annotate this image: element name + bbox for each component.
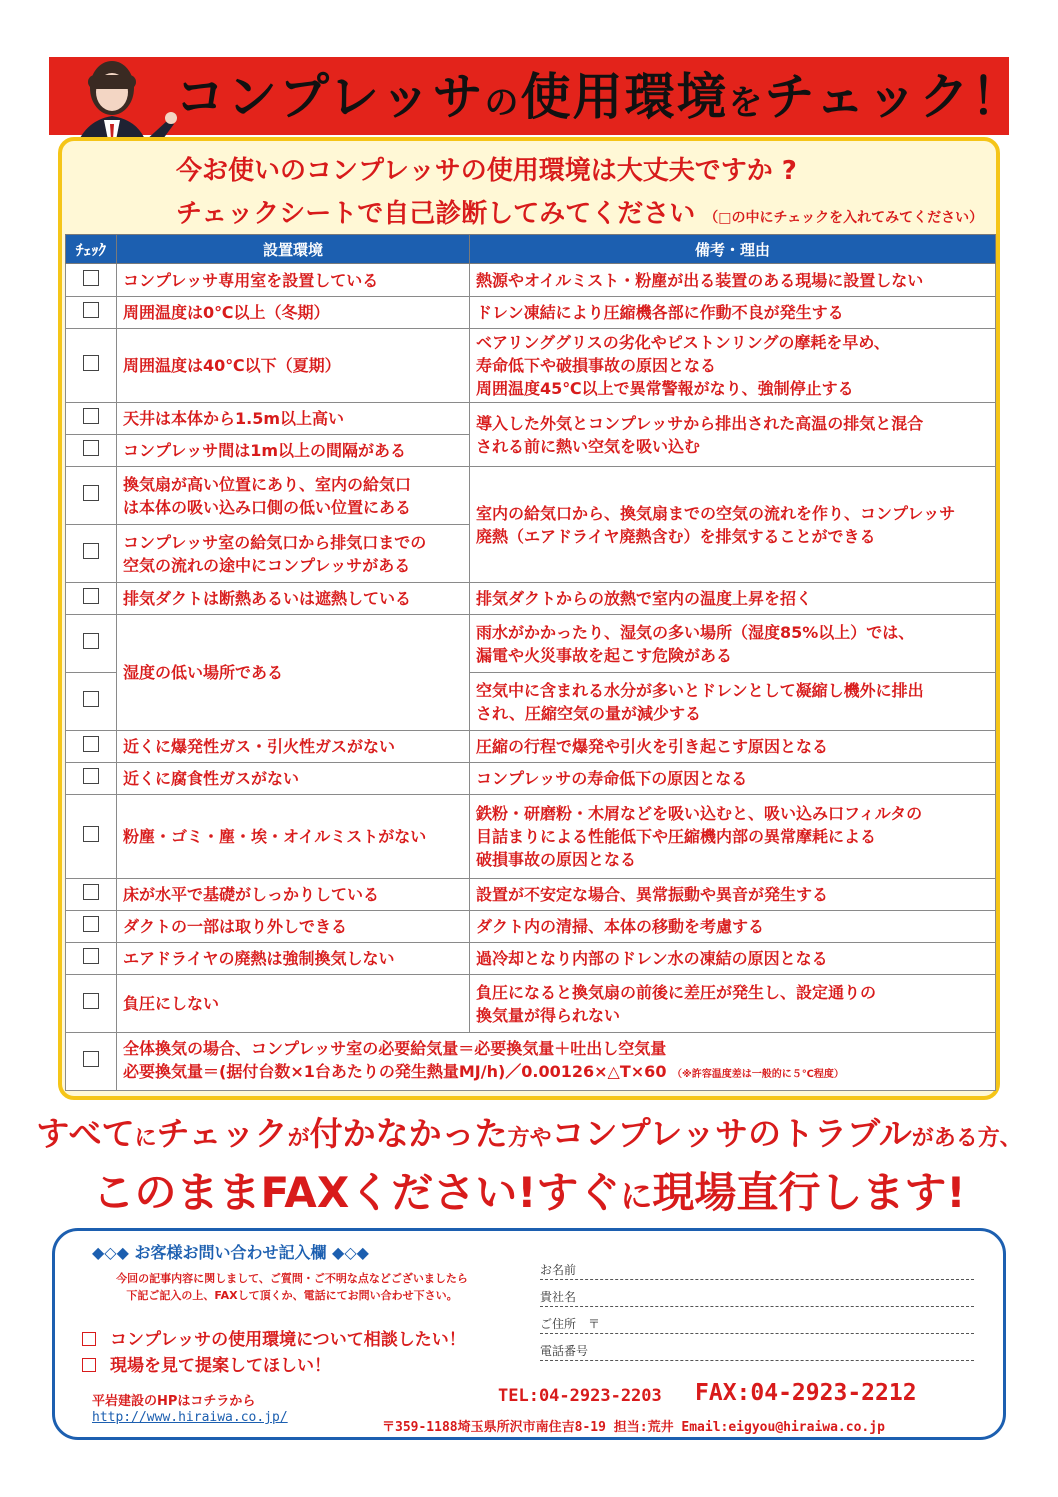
env-cell: 天井は本体から1.5m以上高い	[117, 403, 470, 435]
checkbox-8[interactable]	[83, 588, 99, 604]
env-cell: 換気扇が高い位置にあり、室内の給気口 は本体の吸い込み口側の低い位置にある	[117, 467, 470, 525]
contact-form-description: 今回の記事内容に関しまして、ご質問・ご不明な点などございましたら 下記ご記入の上、FAXして頂くか、電話にてお問い合わせ下さい。	[116, 1272, 468, 1302]
env-cell: 周囲温度は40℃以下（夏期）	[117, 329, 470, 403]
checkbox-14[interactable]	[83, 884, 99, 900]
checkbox-18[interactable]	[83, 1051, 99, 1067]
formula-cell	[117, 1033, 996, 1091]
env-cell: 周囲温度は0℃以上（冬期）	[117, 297, 470, 329]
checkbox-13[interactable]	[83, 826, 99, 842]
intro-question: 今お使いのコンプレッサの使用環境は大丈夫ですか ?	[176, 156, 797, 186]
column-header-check: ﾁｪｯｸ	[66, 235, 117, 264]
address-field[interactable]: ご住所 〒	[540, 1309, 974, 1334]
reason-cell: コンプレッサの寿命低下の原因となる	[470, 763, 996, 795]
env-cell: 湿度の低い場所である	[117, 615, 470, 731]
env-cell: 近くに爆発性ガス・引火性ガスがない	[117, 731, 470, 763]
cta-line-2: このままFAXください!すぐに現場直行します!	[92, 1168, 966, 1217]
checkbox-9[interactable]	[83, 633, 99, 649]
reason-cell: 設置が不安定な場合、異常振動や異音が発生する	[470, 879, 996, 911]
reason-cell: 圧縮の行程で爆発や引火を引き起こす原因となる	[470, 731, 996, 763]
reason-cell: 導入した外気とコンプレッサから排出された高温の排気と混合 される前に熱い空気を吸い込む	[470, 403, 996, 467]
checkbox-11[interactable]	[83, 736, 99, 752]
checkbox-15[interactable]	[83, 916, 99, 932]
reason-cell: 排気ダクトからの放熱で室内の温度上昇を招く	[470, 583, 996, 615]
reason-cell: ダクト内の清掃、本体の移動を考慮する	[470, 911, 996, 943]
env-cell: 粉塵・ゴミ・塵・埃・オイルミストがない	[117, 795, 470, 879]
company-field[interactable]: 貴社名	[540, 1282, 974, 1307]
cta-line-1: すべてにチェックが付かなかった方やコンプレッサのトラブルがある方、	[36, 1114, 1022, 1153]
env-cell: 近くに腐食性ガスがない	[117, 763, 470, 795]
reason-cell: 空気中に含まれる水分が多いとドレンとして凝縮し機外に排出 され、圧縮空気の量が減少する	[470, 673, 996, 731]
checkbox-6[interactable]	[83, 485, 99, 501]
checklist-table	[65, 234, 996, 1091]
reason-cell: 鉄粉・研磨粉・木屑などを吸い込むと、吸い込み口フィルタの 目詰まりによる性能低下や圧縮機内部の異常摩耗による 破損事故の原因となる	[470, 795, 996, 879]
formula-line-2: 必要換気量＝(据付台数×1台あたりの発生熱量MJ/h)／0.00126×△T×60 （※許容温度差は一般的に５℃程度）	[123, 1062, 844, 1081]
reason-cell: ドレン凍結により圧縮機各部に作動不良が発生する	[470, 297, 996, 329]
checkbox-10[interactable]	[83, 691, 99, 707]
env-cell: エアドライヤの廃熱は強制換気しない	[117, 943, 470, 975]
checkbox-3[interactable]	[83, 355, 99, 371]
reason-cell: ベアリンググリスの劣化やピストンリングの摩耗を早め、 寿命低下や破損事故の原因となる 周囲温度45℃以上で異常警報がなり、強制停止する	[470, 329, 996, 403]
env-cell: 床が水平で基礎がしっかりしている	[117, 879, 470, 911]
reason-cell: 雨水がかかったり、湿気の多い場所（湿度85%以上）では、 漏電や火災事故を起こす危険がある	[470, 615, 996, 673]
env-cell: 排気ダクトは断熱あるいは遮熱している	[117, 583, 470, 615]
checkbox-7[interactable]	[83, 543, 99, 559]
phone-field[interactable]: 電話番号	[540, 1336, 974, 1361]
checkbox-1[interactable]	[83, 270, 99, 286]
company-address: 〒359-1188埼玉県所沢市南住吉8-19 担当:荒井 Email:eigyou@hiraiwa.co.jp	[382, 1420, 885, 1435]
checkbox-site-visit[interactable]	[82, 1358, 96, 1372]
checkbox-16[interactable]	[83, 948, 99, 964]
env-cell: コンプレッサ間は1m以上の間隔がある	[117, 435, 470, 467]
homepage-label: 平岩建設のHPはコチラから	[92, 1394, 256, 1409]
column-header-environment: 設置環境	[117, 235, 470, 264]
checkbox-4[interactable]	[83, 408, 99, 424]
checkbox-consult[interactable]	[82, 1332, 96, 1346]
option-consult[interactable]: コンプレッサの使用環境について相談したい！	[82, 1325, 466, 1350]
env-cell: 負圧にしない	[117, 975, 470, 1033]
intro-instruction: チェックシートで自己診断してみてください （□の中にチェックを入れてみてください）	[176, 199, 984, 229]
formula-note: （※許容温度差は一般的に５℃程度）	[672, 1069, 844, 1080]
contact-form-title: ◆◇◆ お客様お問い合わせ記入欄 ◆◇◆	[92, 1243, 369, 1262]
checkbox-5[interactable]	[83, 440, 99, 456]
fax-number: FAX:04-2923-2212	[695, 1380, 917, 1406]
env-cell: コンプレッサ室の給気口から排気口までの 空気の流れの途中にコンプレッサがある	[117, 525, 470, 583]
page-title: コンプレッサの使用環境をチェック！	[175, 68, 1023, 126]
tel-number: TEL:04-2923-2203	[498, 1386, 662, 1406]
reason-cell: 室内の給気口から、換気扇までの空気の流れを作り、コンプレッサ 廃熱（エアドライヤ廃熱含む）を排気することができる	[470, 467, 996, 583]
name-field[interactable]: お名前	[540, 1255, 974, 1280]
homepage-link[interactable]: http://www.hiraiwa.co.jp/	[92, 1410, 288, 1425]
option-site-visit[interactable]: 現場を見て提案してほしい！	[82, 1351, 331, 1376]
reason-cell: 負圧になると換気扇の前後に差圧が発生し、設定通りの 換気量が得られない	[470, 975, 996, 1033]
env-cell: コンプレッサ専用室を設置している	[117, 264, 470, 297]
checkbox-17[interactable]	[83, 993, 99, 1009]
column-header-reason: 備考・理由	[470, 235, 996, 264]
formula-line-1: 全体換気の場合、コンプレッサ室の必要給気量＝必要換気量＋吐出し空気量	[123, 1039, 667, 1058]
checkbox-12[interactable]	[83, 768, 99, 784]
checkbox-2[interactable]	[83, 302, 99, 318]
reason-cell: 熱源やオイルミスト・粉塵が出る装置のある現場に設置しない	[470, 264, 996, 297]
reason-cell: 過冷却となり内部のドレン水の凍結の原因となる	[470, 943, 996, 975]
env-cell: ダクトの一部は取り外しできる	[117, 911, 470, 943]
